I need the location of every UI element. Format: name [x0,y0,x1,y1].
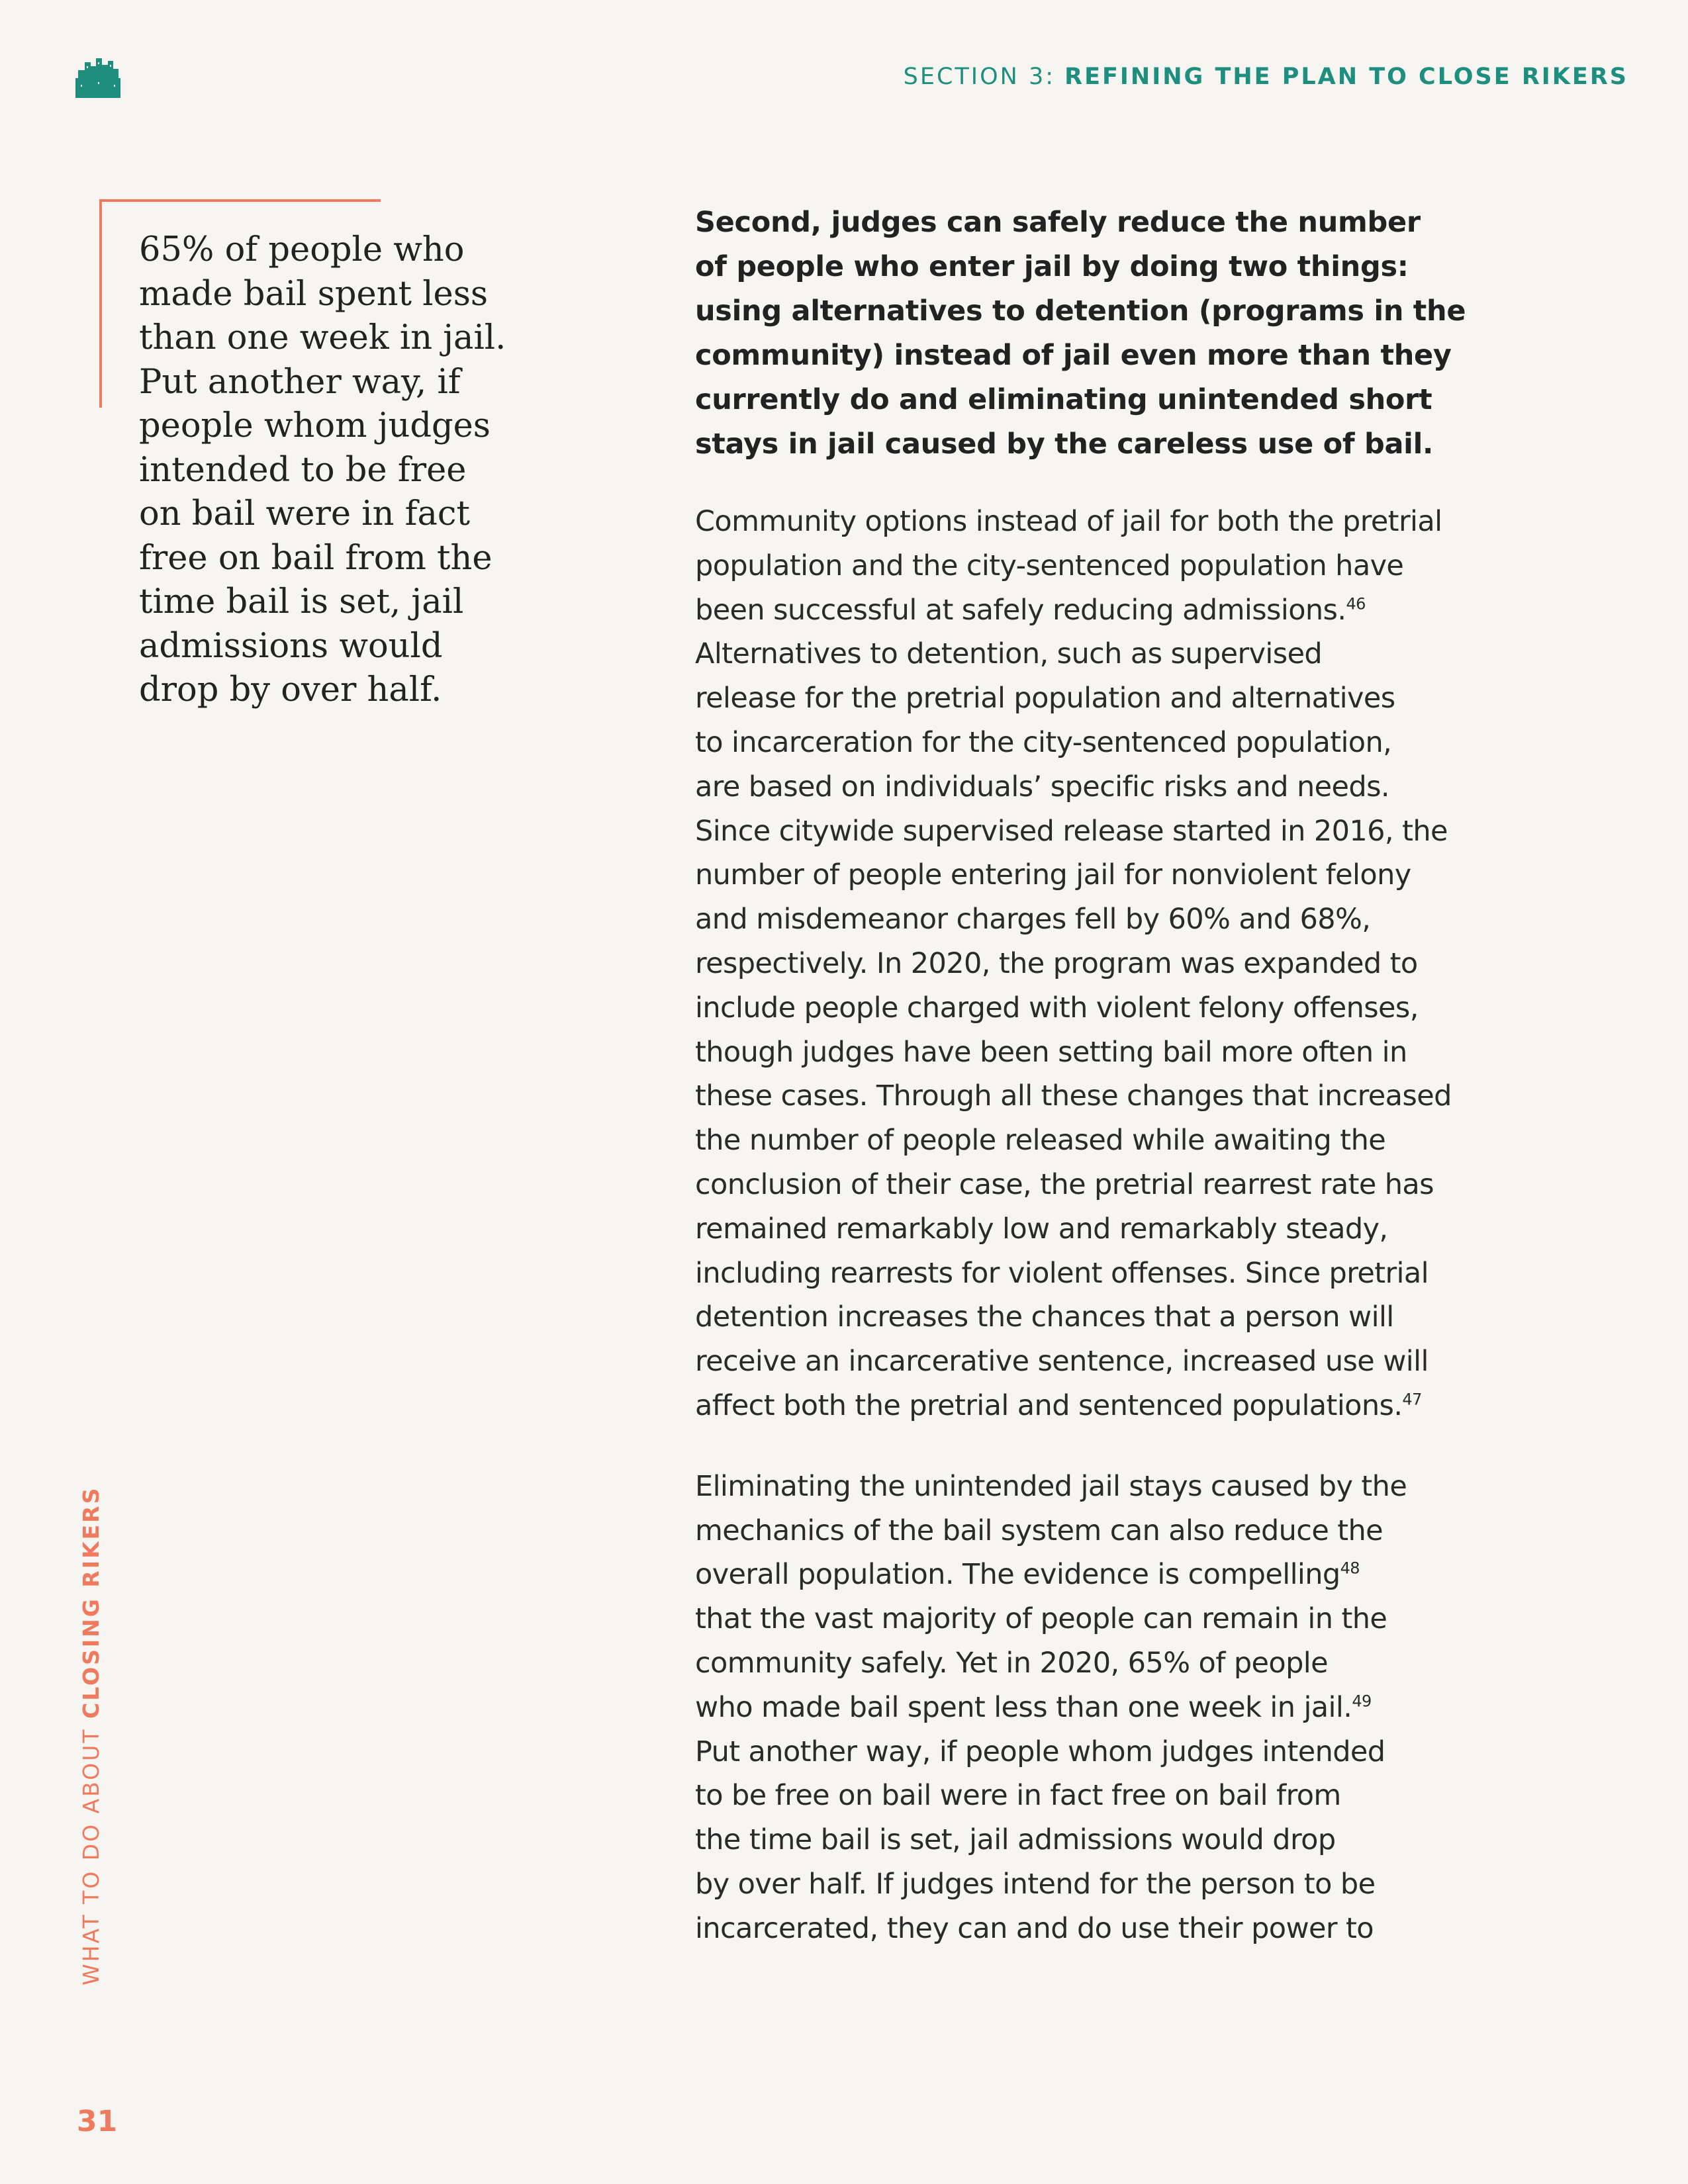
body-line-text: and misdemeanor charges fell by 60% and 68%, [695,903,1371,936]
body-line [695,500,1496,544]
pull-quote-rule-left [99,199,102,408]
lead-paragraph [695,201,1496,467]
body-line [695,1641,1496,1686]
body-line-text: the number of people released while awaiting the [695,1124,1386,1158]
body-line-text: affect both the pretrial and sentenced populations. [695,1388,1403,1422]
body-line [695,1553,1496,1597]
section-header [904,64,1628,90]
main-column [695,201,1496,1987]
pull-quote-line: time bail is set, jail [139,582,464,621]
lead-line: of people who enter jail by doing two things: [695,250,1409,283]
body-line-text: been successful at safely reducing admissions. [695,593,1346,627]
body-paragraph-1 [695,500,1496,1428]
body-line-text: receive an incarcerative sentence, increased use will [695,1345,1429,1379]
body-line [695,1207,1496,1251]
pull-quote-line: Put another way, if [139,362,461,402]
body-line [695,897,1496,942]
body-line-text: these cases. Through all these changes that increased [695,1079,1452,1113]
body-line [695,1597,1496,1641]
body-line [695,1118,1496,1163]
body-line-text: mechanics of the bail system can also reduce the [695,1514,1383,1547]
sidebar-label-strong: CLOSING RIKERS [78,1486,104,1719]
body-line [695,986,1496,1030]
body-line [695,588,1496,633]
body-line-text: to be free on bail were in fact free on bail from [695,1779,1341,1813]
body-line [695,1384,1496,1428]
body-line [695,1163,1496,1207]
pull-quote-line: intended to be free [139,450,467,490]
body-line-text: overall population. The evidence is compelling [695,1558,1340,1592]
lead-line: currently do and eliminating unintended short [695,383,1432,416]
pull-quote-line: than one week in jail. [139,318,506,357]
body-line [695,676,1496,721]
body-line [695,1907,1496,1951]
body-line [695,1340,1496,1384]
city-skyline-icon [75,56,120,98]
body-line [695,1030,1496,1075]
body-line [695,1774,1496,1818]
section-label: SECTION 3: [903,64,1065,90]
footnote-ref[interactable]: 49 [1352,1692,1372,1711]
body-line [695,1509,1496,1553]
body-line [695,809,1496,854]
body-line [695,1862,1496,1907]
section-title: REFINING THE PLAN TO CLOSE RIKERS [1064,64,1628,90]
body-line [695,853,1496,897]
footnote-ref[interactable]: 46 [1346,594,1366,614]
sidebar-label-prefix: WHAT TO DO ABOUT [78,1718,104,1985]
sidebar-vertical-label [78,1486,104,1985]
body-line-text: are based on individuals’ specific risks and needs. [695,770,1389,803]
body-line-text: Eliminating the unintended jail stays caused by the [695,1469,1407,1503]
body-line-text: though judges have been setting bail more often in [695,1035,1407,1069]
body-line [695,721,1496,765]
body-line-text: include people charged with violent felony offenses, [695,991,1419,1024]
body-paragraph-2 [695,1465,1496,1951]
body-line [695,1730,1496,1774]
pull-quote [139,228,563,713]
body-line-text: Since citywide supervised release started in 2016, the [695,814,1448,848]
body-line-text: Put another way, if people whom judges intended [695,1735,1385,1768]
body-line-text: detention increases the chances that a person will [695,1300,1394,1334]
body-line-text: conclusion of their case, the pretrial rearrest rate has [695,1167,1434,1201]
body-line-text: that the vast majority of people can remain in the [695,1602,1387,1636]
body-line-text: Alternatives to detention, such as supervised [695,637,1323,671]
body-line-text: population and the city-sentenced population have [695,549,1404,582]
body-line-text: to incarceration for the city-sentenced population, [695,725,1392,759]
pull-quote-line: free on bail from the [139,538,492,578]
body-line-text: who made bail spent less than one week in jail. [695,1690,1352,1724]
body-line [695,1686,1496,1730]
body-line [695,942,1496,986]
body-line [695,1295,1496,1340]
body-line [695,1074,1496,1118]
body-line [695,632,1496,676]
body-line-text: respectively. In 2020, the program was expanded to [695,946,1418,980]
body-line-text: incarcerated, they can and do use their power to [695,1911,1374,1945]
footnote-ref[interactable]: 48 [1340,1559,1360,1578]
lead-line: using alternatives to detention (programs in the [695,295,1466,328]
body-line-text: by over half. If judges intend for the person to be [695,1867,1376,1901]
pull-quote-rule-top [99,199,381,202]
body-line [695,544,1496,588]
pull-quote-line: people whom judges [139,406,491,445]
footnote-ref[interactable]: 47 [1402,1390,1422,1409]
pull-quote-line: made bail spent less [139,274,489,314]
body-line-text: Community options instead of jail for both the pretrial [695,505,1442,538]
pull-quote-line: drop by over half. [139,670,442,709]
lead-line: stays in jail caused by the careless use of bail. [695,428,1434,461]
body-line [695,1818,1496,1862]
body-line [695,765,1496,809]
page-number: 31 [77,2105,118,2138]
body-line [695,1465,1496,1509]
body-line [695,1251,1496,1296]
body-line-text: the time bail is set, jail admissions would drop [695,1823,1336,1857]
body-line-text: community safely. Yet in 2020, 65% of people [695,1646,1328,1680]
body-line-text: number of people entering jail for nonviolent felony [695,858,1411,892]
body-line-text: remained remarkably low and remarkably steady, [695,1212,1388,1246]
body-line-text: including rearrests for violent offenses. Since pretrial [695,1256,1429,1290]
lead-line: Second, judges can safely reduce the number [695,206,1421,239]
body-line-text: release for the pretrial population and alternatives [695,682,1395,715]
lead-line: community) instead of jail even more than they [695,339,1452,372]
pull-quote-line: on bail were in fact [139,494,470,533]
pull-quote-line: admissions would [139,626,443,666]
pull-quote-line: 65% of people who [139,230,465,269]
